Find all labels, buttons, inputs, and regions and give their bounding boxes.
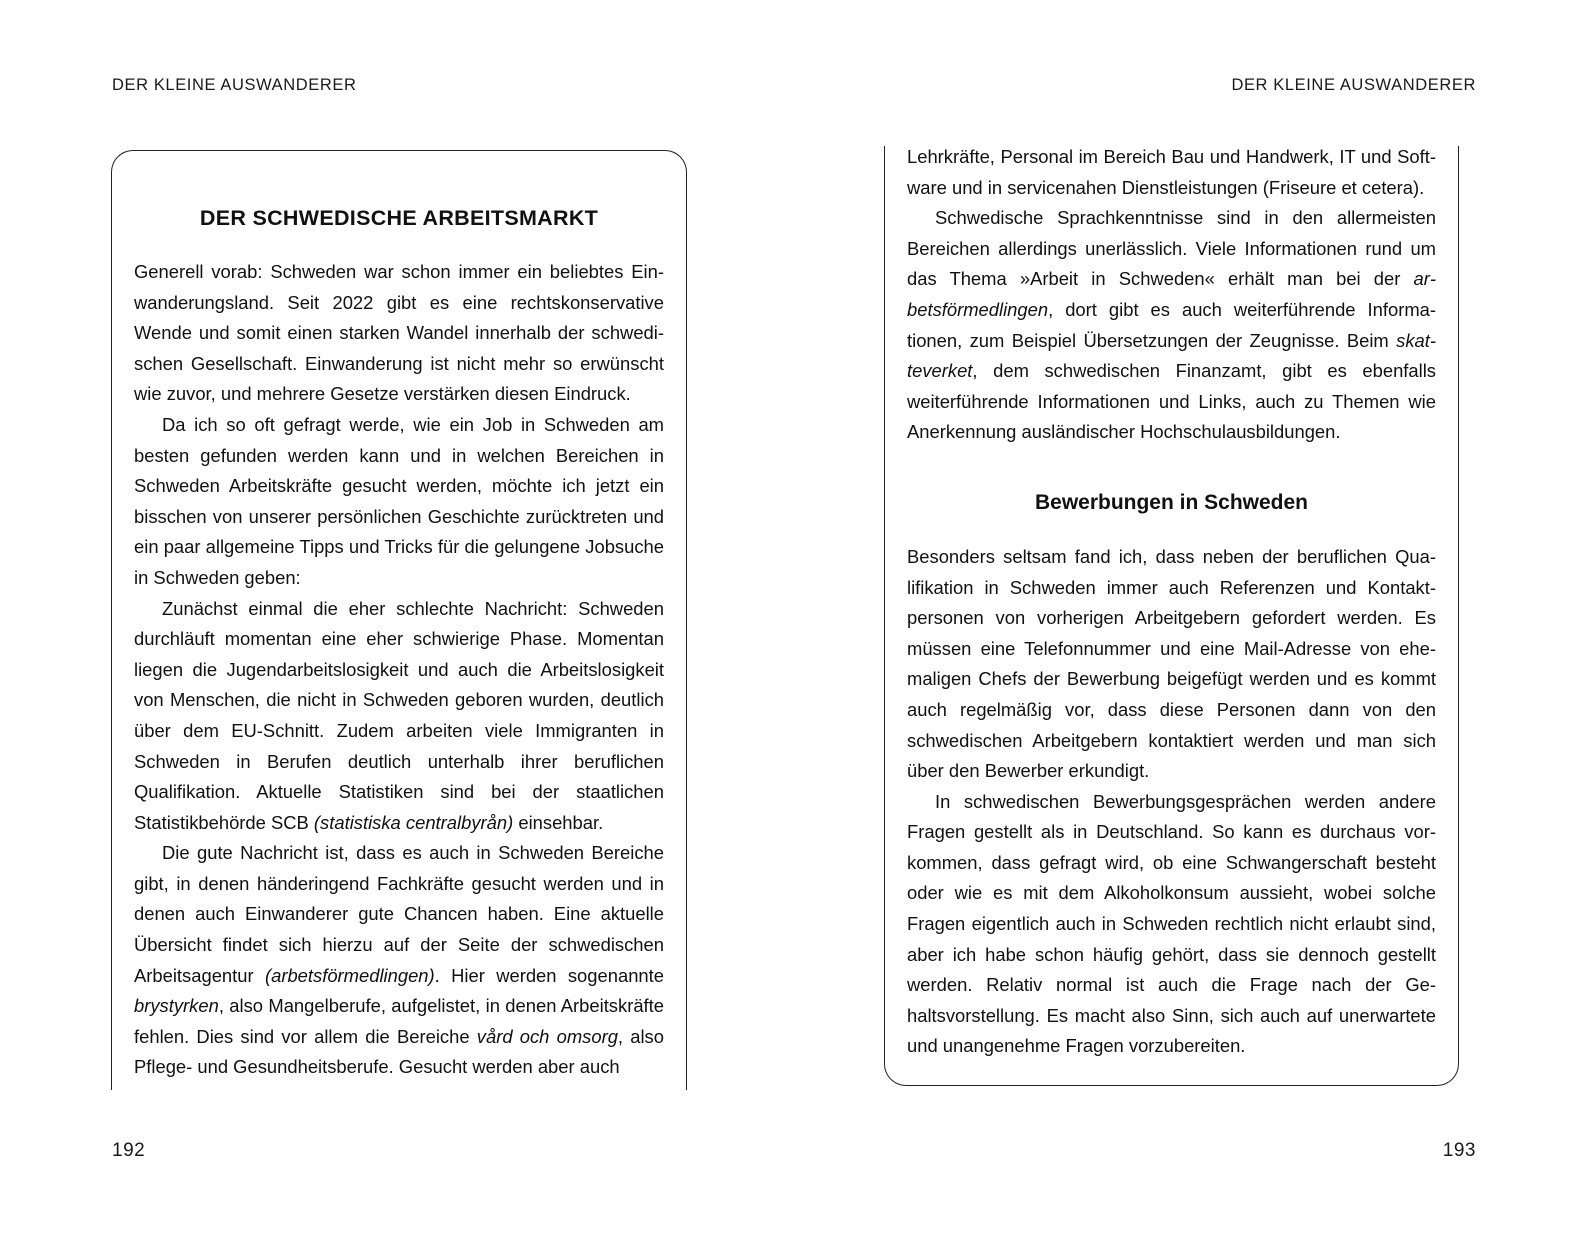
italic-term: (statistiska centralbyrån)	[313, 811, 514, 833]
italic-term: brystyrken	[134, 995, 219, 1017]
text-run: , dem schwedischen Finanzamt, gibt es ebenfalls weiterführende Informationen und Links, auch zu Themen wie Anerkennung ausländischer Hochschulausbildungen.	[907, 360, 1436, 443]
text-run: Zunächst einmal die eher schlechte Nachricht: Schweden durchläuft momentan eine eher schwierige Phase. Momentan liegen die Jugendarbeitslosigkeit und auch die Arbeitslosigkeit von Menschen, die nicht in Schweden geboren wurden, deutlich über dem EU-Schnitt. Zudem arbeiten viele Immigranten in Schweden in Berufen deutlich unterhalb ihrer beruflichen Qualifikation. Aktuelle Statistiken sind bei der staatlichen Statistikbehörde SCB	[134, 597, 664, 833]
text-run: . Hier werden sogenannte	[434, 964, 664, 986]
paragraph: Besonders seltsam fand ich, dass neben der beruflichen Qualifikation in Schweden immer auch Referenzen und Kontaktpersonen von vorherigen Arbeitgebern gefordert werden. Es müssen eine Telefonnummer und eine Mail-Adresse von ehemaligen Chefs der Bewerbung beigefügt werden und es kommt auch regelmäßig vor, dass diese Personen dann von den schwedischen Arbeitgebern kontaktiert werden und man sich über den Bewerber erkundigt.	[907, 545, 1436, 782]
subheading: Bewerbungen in Schweden	[1034, 490, 1309, 514]
page-number-left: 192	[112, 1140, 146, 1161]
box-body-left	[134, 257, 664, 1083]
paragraph: In schwedischen Bewerbungsgesprächen werden andere Fragen gestellt als in Deutschland. So kann es durchaus vorkommen, dass gefragt wird, ob eine Schwangerschaft besteht oder wie es mit dem Alkoholkonsum aussieht, wobei solche Fragen eigentlich auch in Schweden rechtlich nicht erlaubt sind, aber ich habe schon häufig gehört, dass sie dennoch gestellt werden. Relativ normal ist auch die Frage nach der Gehaltsvorstellung. Es macht also Sinn, sich auch auf unerwartete und unangenehme Fragen vorzubereiten.	[907, 790, 1436, 1057]
running-head-right: DER KLEINE AUSWANDERER	[1231, 76, 1476, 94]
info-box-left	[111, 150, 687, 1090]
page-number-right: 193	[1442, 1140, 1476, 1161]
text-run: Die gute Nachricht ist, dass es auch in Schweden Bereiche gibt, in denen händeringend Fachkräfte gesucht werden und in denen auch Einwanderer gute Chancen haben. Eine aktuelle Übersicht findet sich hierzu auf der Seite der schwedischen Arbeitsagentur	[134, 842, 664, 986]
paragraph	[134, 594, 664, 839]
italic-term: (arbetsförmedlingen)	[264, 964, 435, 986]
text-run: , also Mangelberufe, aufgelistet, in denen Arbeitskräfte fehlen. Dies sind vor allem die Bereiche	[134, 995, 664, 1047]
text-run: Schwedische Sprachkenntnisse sind in den allermeisten Bereichen allerdings unerlässlich. Viele Informationen rund um das Thema »Arbeit in Schweden« erhält man bei der	[907, 207, 1436, 290]
paragraph: Generell vorab: Schweden war schon immer ein beliebtes Einwanderungsland. Seit 2022 gibt es eine rechtskonservative Wende und somit einen starken Wandel innerhalb der schwedischen Gesellschaft. Einwanderung ist nicht mehr so erwünscht wie zuvor, und mehrere Gesetze verstärken diesen Eindruck.	[134, 261, 664, 405]
text-run: einsehbar.	[513, 811, 604, 833]
italic-term: vård och omsorg	[476, 1025, 618, 1047]
paragraph: Da ich so oft gefragt werde, wie ein Job in Schweden am besten gefunden werden kann und in welchen Bereichen in Schweden Arbeitskräfte gesucht werden, möchte ich jetzt ein bisschen von unserer persönlichen Geschichte zurücktreten und ein paar allgemeine Tipps und Tricks für die gelungene Jobsuche in Schweden geben:	[134, 413, 664, 588]
italic-term: skatteverket	[907, 329, 1436, 382]
info-box-right	[884, 146, 1459, 1086]
paragraph	[134, 838, 664, 1083]
box-body-right-2	[907, 542, 1436, 1062]
running-head-left: DER KLEINE AUSWANDERER	[112, 76, 357, 94]
text-run: , also Pflege- und Gesundheitsberufe. Gesucht werden aber auch	[134, 1025, 664, 1078]
paragraph: Lehrkräfte, Personal im Bereich Bau und Handwerk, IT und Software und in servicenahen Dienstleistungen (Friseure et cetera).	[907, 146, 1436, 198]
italic-term: arbetsförmedlingen	[907, 268, 1436, 320]
paragraph	[907, 203, 1436, 448]
box-body-right	[907, 142, 1436, 448]
text-run: , dort gibt es auch weiterführende Informationen, zum Beispiel Übersetzungen der Zeugnisse. Beim	[907, 298, 1436, 351]
box-title: DER SCHWEDISCHE ARBEITSMARKT	[199, 206, 599, 230]
